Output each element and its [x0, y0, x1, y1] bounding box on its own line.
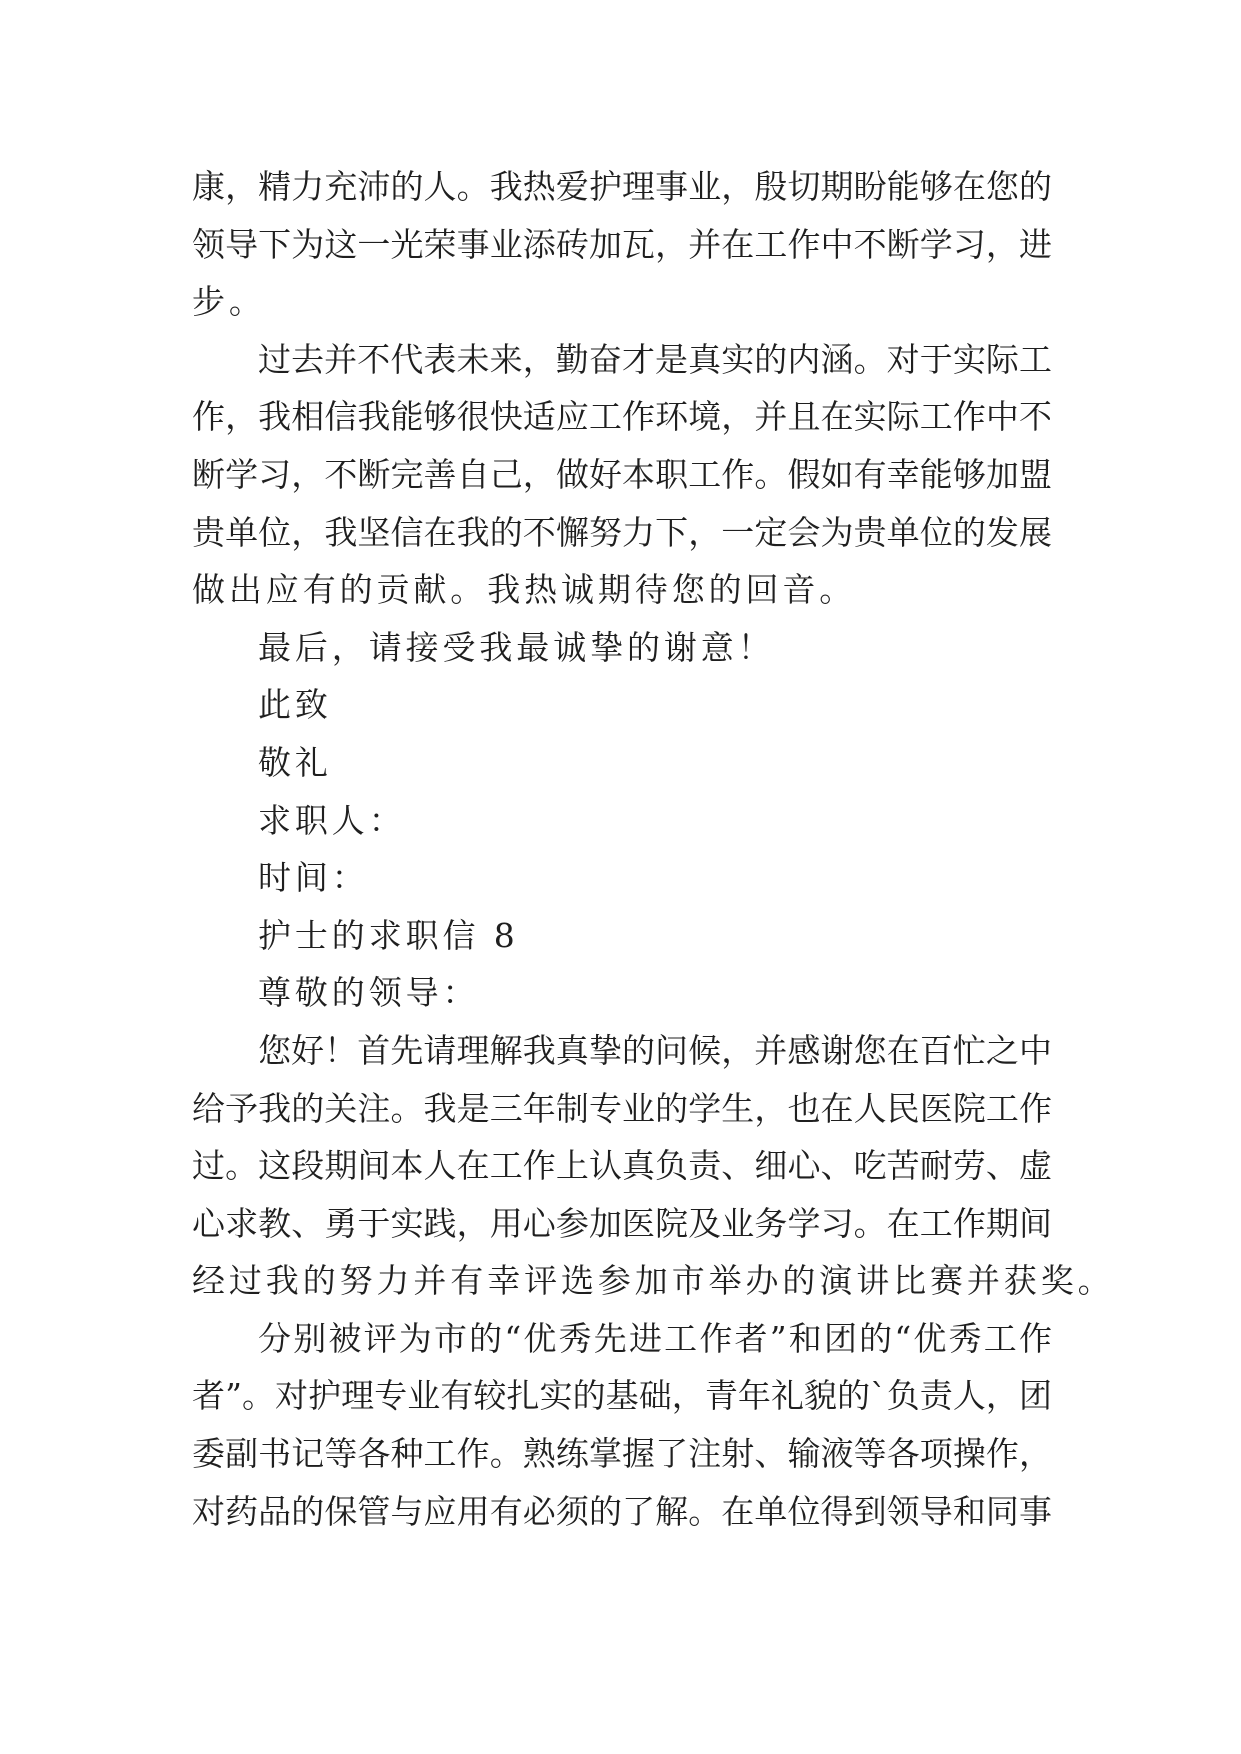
text-line: 贵单位，我坚信在我的不懈努力下，一定会为贵单位的发展 — [192, 512, 1052, 552]
paragraph — [192, 1310, 1052, 1540]
paragraph — [192, 1022, 1115, 1310]
text-line: 做出应有的贡献。我热诚期待您的回音。 — [192, 570, 857, 610]
applicant-field — [192, 792, 1052, 850]
text-line: 过。这段期间本人在工作上认真负责、细心、吃苦耐劳、虚 — [192, 1146, 1052, 1186]
letter-body — [192, 158, 1115, 1540]
text-line: 委副书记等各种工作。熟练掌握了注射、输液等各项操作， — [192, 1434, 1052, 1474]
text-line: 作，我相信我能够很快适应工作环境，并且在实际工作中不 — [192, 397, 1052, 437]
closing-thanks — [192, 619, 1052, 677]
text-line: 尊敬的领导： — [258, 973, 480, 1013]
salutation-close — [192, 676, 1052, 734]
text-line: 敬礼 — [258, 742, 332, 782]
text-line: 者”。对护理专业有较扎实的基础，青年礼貌的`负责人，团 — [192, 1376, 1052, 1416]
text-line: 分别被评为市的“优秀先进工作者”和团的“优秀工作 — [258, 1318, 1052, 1358]
text-line: 康，精力充沛的人。我热爱护理事业，殷切期盼能够在您的 — [192, 167, 1052, 206]
section-heading — [192, 907, 1052, 965]
text-line: 经过我的努力并有幸评选参加市举办的演讲比赛并获奖。 — [192, 1261, 1115, 1301]
text-line: 对药品的保管与应用有必须的了解。在单位得到领导和同事 — [192, 1491, 1052, 1531]
paragraph — [192, 331, 1052, 619]
text-line: 断学习，不断完善自己，做好本职工作。假如有幸能够加盟 — [192, 454, 1052, 494]
text-line: 此致 — [258, 685, 332, 725]
text-line: 步。 — [192, 282, 266, 322]
text-line: 过去并不代表未来，勤奋才是真实的内涵。对于实际工 — [258, 339, 1052, 379]
text-line: 给予我的关注。我是三年制专业的学生，也在人民医院工作 — [192, 1088, 1052, 1128]
salutation-regards — [192, 734, 1052, 792]
text-line: 您好！首先请理解我真挚的问候，并感谢您在百忙之中 — [258, 1030, 1052, 1070]
text-line: 最后，请接受我最诚挚的谢意！ — [258, 627, 775, 667]
greeting — [192, 964, 1052, 1022]
paragraph — [192, 158, 1052, 331]
date-field — [192, 849, 1052, 907]
text-line: 时间： — [258, 858, 369, 898]
text-line: 求职人： — [258, 800, 406, 840]
text-line: 护士的求职信 8 — [258, 915, 519, 955]
text-line: 心求教、勇于实践，用心参加医院及业务学习。在工作期间 — [192, 1203, 1052, 1243]
text-line: 领导下为这一光荣事业添砖加瓦，并在工作中不断学习，进 — [192, 224, 1052, 264]
